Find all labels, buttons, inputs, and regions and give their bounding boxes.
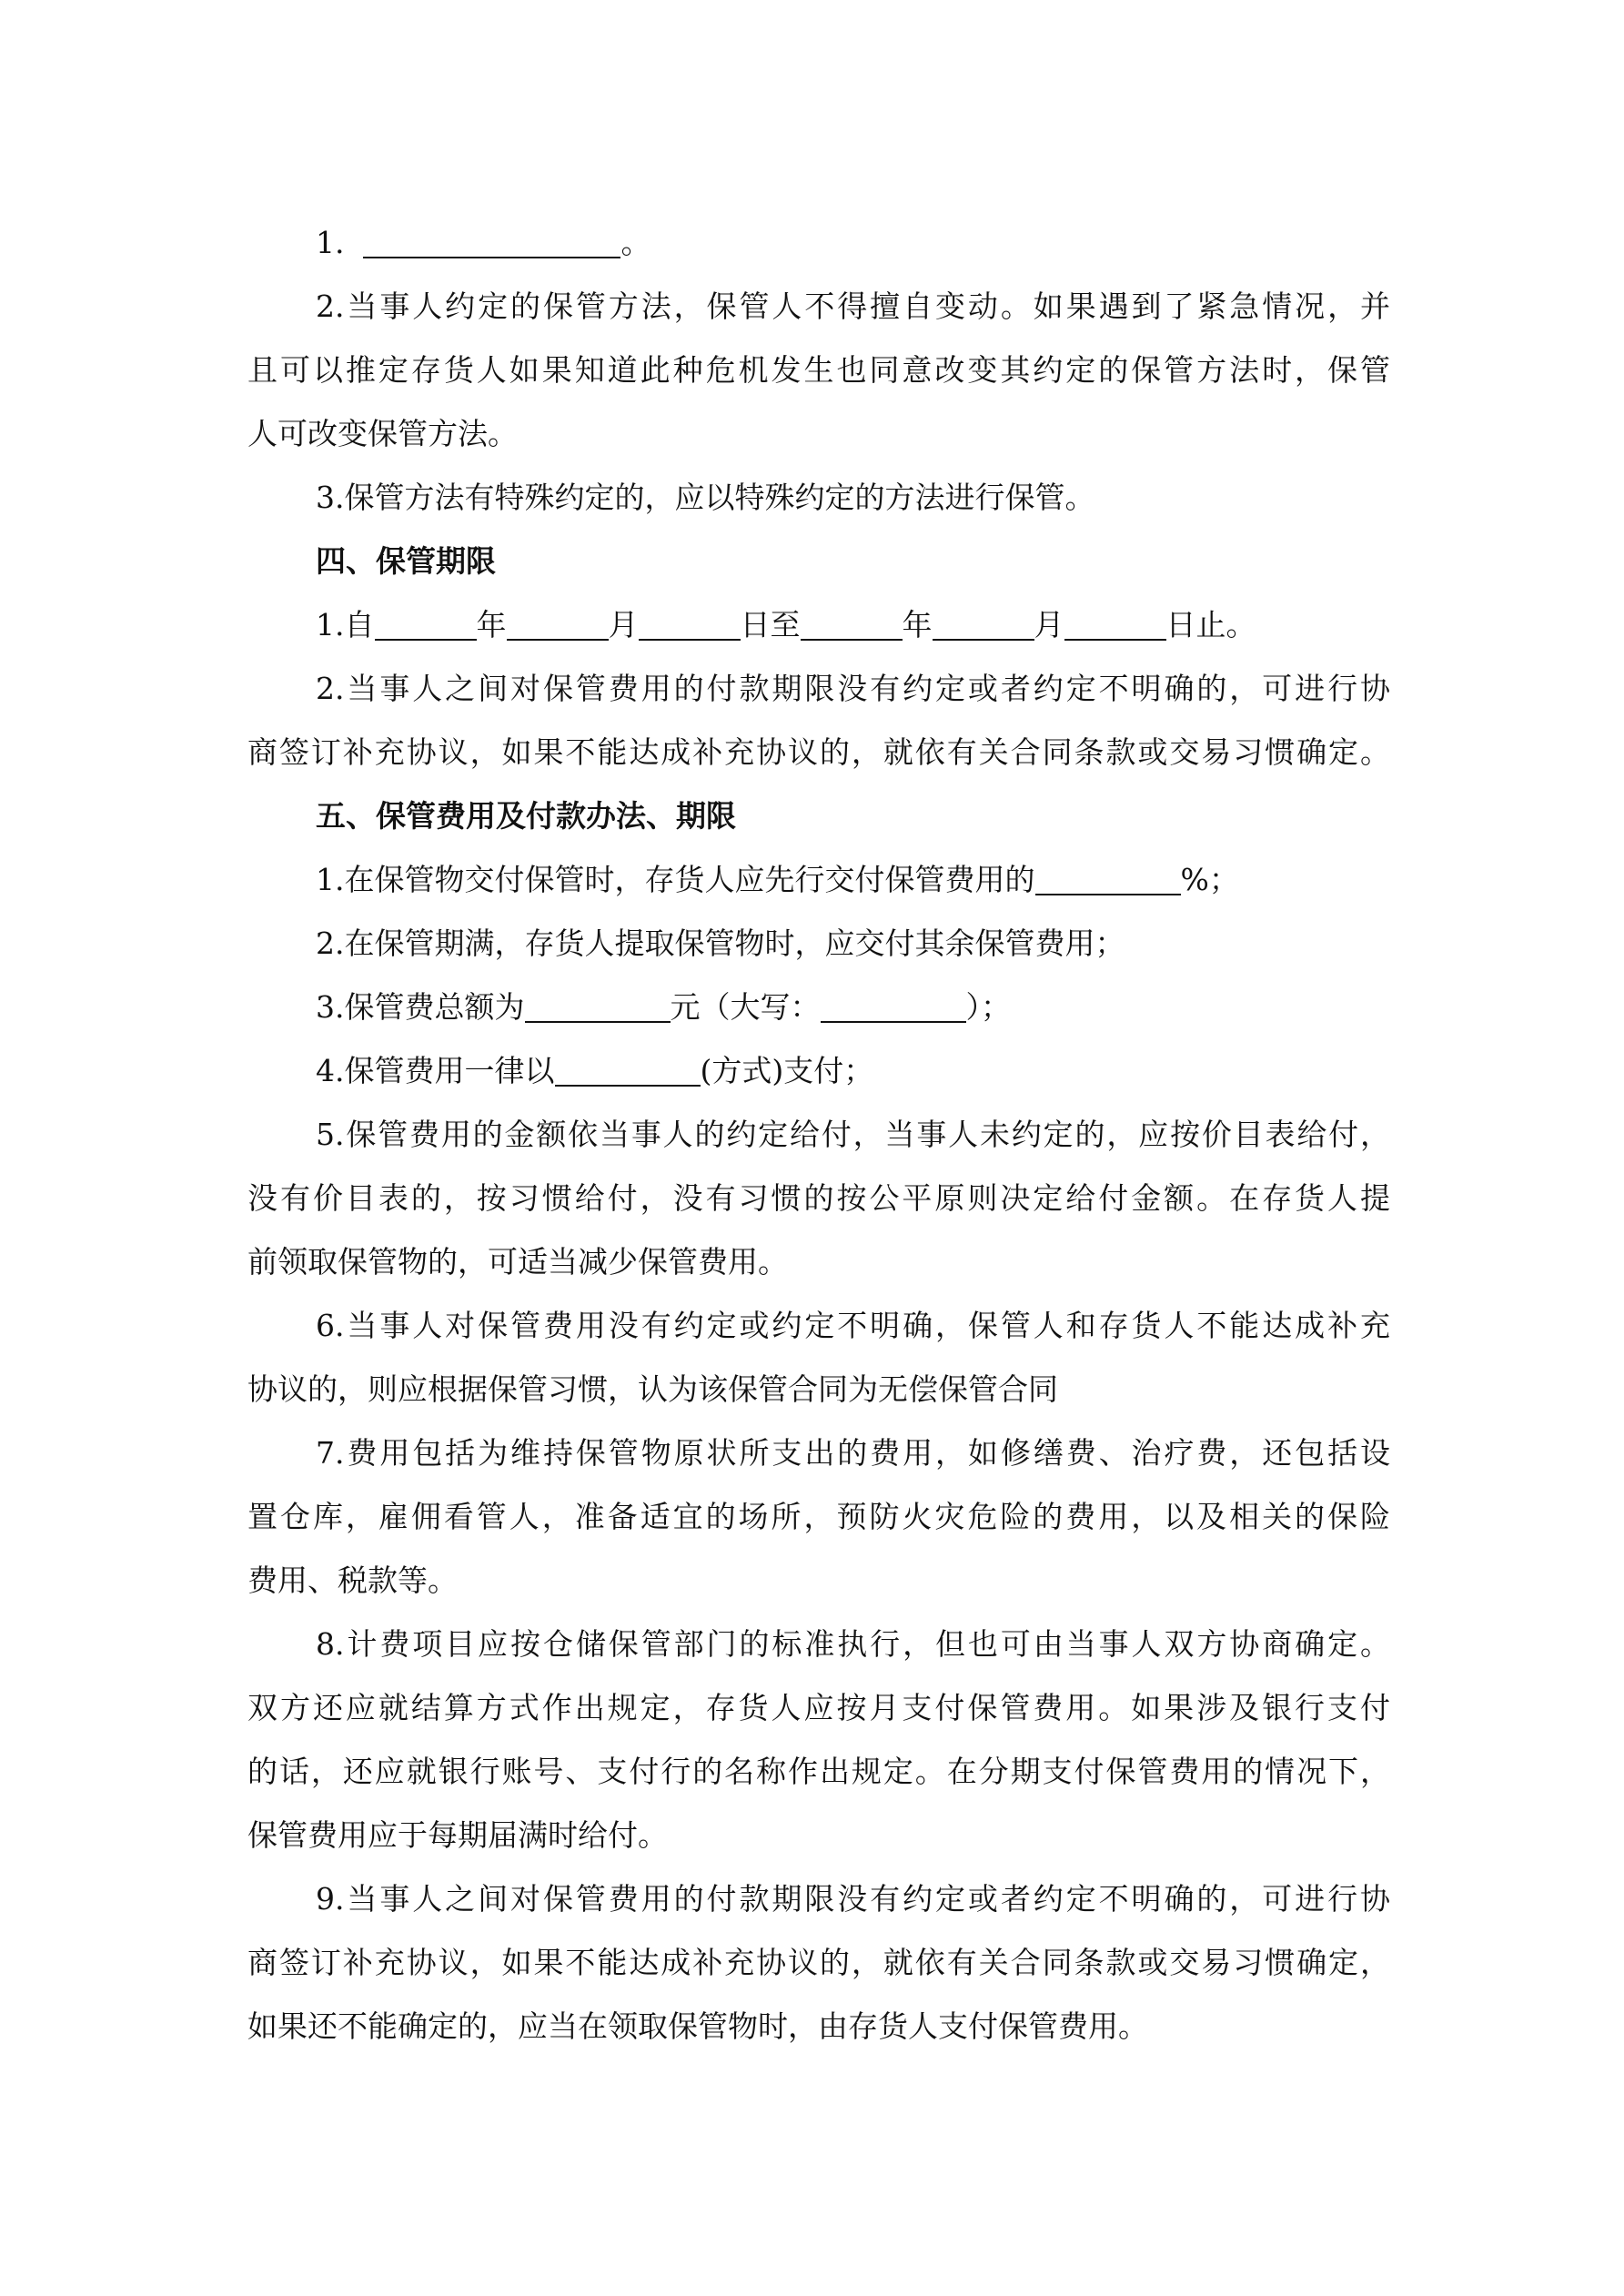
clause-4-2-line-2: 商签订补充协议，如果不能达成补充协议的，就依有关合同条款或交易习惯确定。 <box>247 734 1390 770</box>
clause-text: 4.保管费用一律以 <box>316 1053 555 1088</box>
end-day-blank[interactable] <box>1064 608 1166 641</box>
clause-5-7-line-2: 置仓库，雇佣看管人，准备适宜的场所，预防火灾危险的费用，以及相关的保险 <box>247 1499 1390 1534</box>
start-year-blank[interactable] <box>375 608 477 641</box>
clause-5-5-line-1: 5.保管费用的金额依当事人的约定给付，当事人未约定的，应按价目表给付， <box>316 1117 1390 1152</box>
fill-blank[interactable] <box>363 226 620 258</box>
clause-3-3: 3.保管方法有特殊约定的，应以特殊约定的方法进行保管。 <box>316 480 1095 515</box>
clause-text: 3.保管费总额为 <box>316 989 525 1025</box>
clause-text: ）； <box>965 989 1011 1025</box>
clause-text: 1.在保管物交付保管时，存货人应先行交付保管费用的 <box>316 862 1035 897</box>
section-5-heading: 五、保管费用及付款办法、期限 <box>316 798 736 834</box>
payment-method-blank[interactable] <box>555 1054 701 1087</box>
clause-5-5-line-2: 没有价目表的，按习惯给付，没有习惯的按公平原则决定给付金额。在存货人提 <box>247 1180 1390 1216</box>
clause-5-8-line-3: 的话，还应就银行账号、支付行的名称作出规定。在分期支付保管费用的情况下， <box>247 1754 1390 1789</box>
clause-5-4 <box>247 1039 1390 1103</box>
clause-5-9-line-1: 9.当事人之间对保管费用的付款期限没有约定或者约定不明确的，可进行协 <box>316 1881 1390 1917</box>
clause-3-2-line-1: 2.当事人约定的保管方法，保管人不得擅自变动。如果遇到了紧急情况，并 <box>316 288 1390 324</box>
start-month-blank[interactable] <box>507 608 609 641</box>
clause-5-5-line-3: 前领取保管物的，可适当减少保管费用。 <box>247 1244 788 1279</box>
clause-4-1 <box>247 593 1390 657</box>
clause-5-3 <box>247 976 1390 1039</box>
clause-number: 1. <box>316 225 345 260</box>
clause-text: %； <box>1180 862 1239 897</box>
clause-end-mark: 。 <box>620 225 651 260</box>
clause-text: 日至 <box>740 607 801 642</box>
clause-3-1 <box>247 211 1390 275</box>
clause-text: 日止。 <box>1165 607 1256 642</box>
clause-4-2-line-1: 2.当事人之间对保管费用的付款期限没有约定或者约定不明确的，可进行协 <box>316 671 1390 706</box>
clause-5-6-line-2: 协议的，则应根据保管习惯，认为该保管合同为无偿保管合同 <box>247 1371 1058 1407</box>
amount-blank[interactable] <box>525 990 671 1023</box>
clause-text: 元（大写： <box>670 989 821 1025</box>
clause-text: 月 <box>1034 607 1064 642</box>
clause-text: 年 <box>476 607 507 642</box>
clause-5-8-line-2: 双方还应就结算方式作出规定，存货人应按月支付保管费用。如果涉及银行支付 <box>247 1690 1390 1725</box>
clause-5-6-line-1: 6.当事人对保管费用没有约定或约定不明确，保管人和存货人不能达成补充 <box>316 1308 1390 1343</box>
end-year-blank[interactable] <box>801 608 903 641</box>
section-4-heading: 四、保管期限 <box>316 543 496 579</box>
clause-5-9-line-3: 如果还不能确定的，应当在领取保管物时，由存货人支付保管费用。 <box>247 2008 1148 2044</box>
clause-5-8-line-4: 保管费用应于每期届满时给付。 <box>247 1817 668 1853</box>
clause-5-7-line-1: 7.费用包括为维持保管物原状所支出的费用，如修缮费、治疗费，还包括设 <box>316 1435 1390 1471</box>
clause-5-9-line-2: 商签订补充协议，如果不能达成补充协议的，就依有关合同条款或交易习惯确定， <box>247 1945 1390 1980</box>
document-page <box>247 211 1390 2058</box>
end-month-blank[interactable] <box>933 608 1034 641</box>
clause-text: 1.自 <box>316 607 375 642</box>
clause-5-2: 2.在保管期满，存货人提取保管物时，应交付其余保管费用； <box>316 925 1125 961</box>
clause-5-7-line-3: 费用、税款等。 <box>247 1563 458 1598</box>
clause-text: 年 <box>902 607 933 642</box>
clause-5-8-line-1: 8.计费项目应按仓储保管部门的标准执行，但也可由当事人双方协商确定。 <box>316 1626 1390 1662</box>
clause-3-2-line-2: 且可以推定存货人如果知道此种危机发生也同意改变其约定的保管方法时，保管 <box>247 352 1390 388</box>
percent-blank[interactable] <box>1035 863 1181 895</box>
clause-text: (方式)支付； <box>700 1053 874 1088</box>
amount-words-blank[interactable] <box>821 990 966 1023</box>
start-day-blank[interactable] <box>639 608 741 641</box>
clause-3-2-line-3: 人可改变保管方法。 <box>247 416 518 451</box>
clause-text: 月 <box>608 607 639 642</box>
clause-5-1 <box>247 848 1390 912</box>
